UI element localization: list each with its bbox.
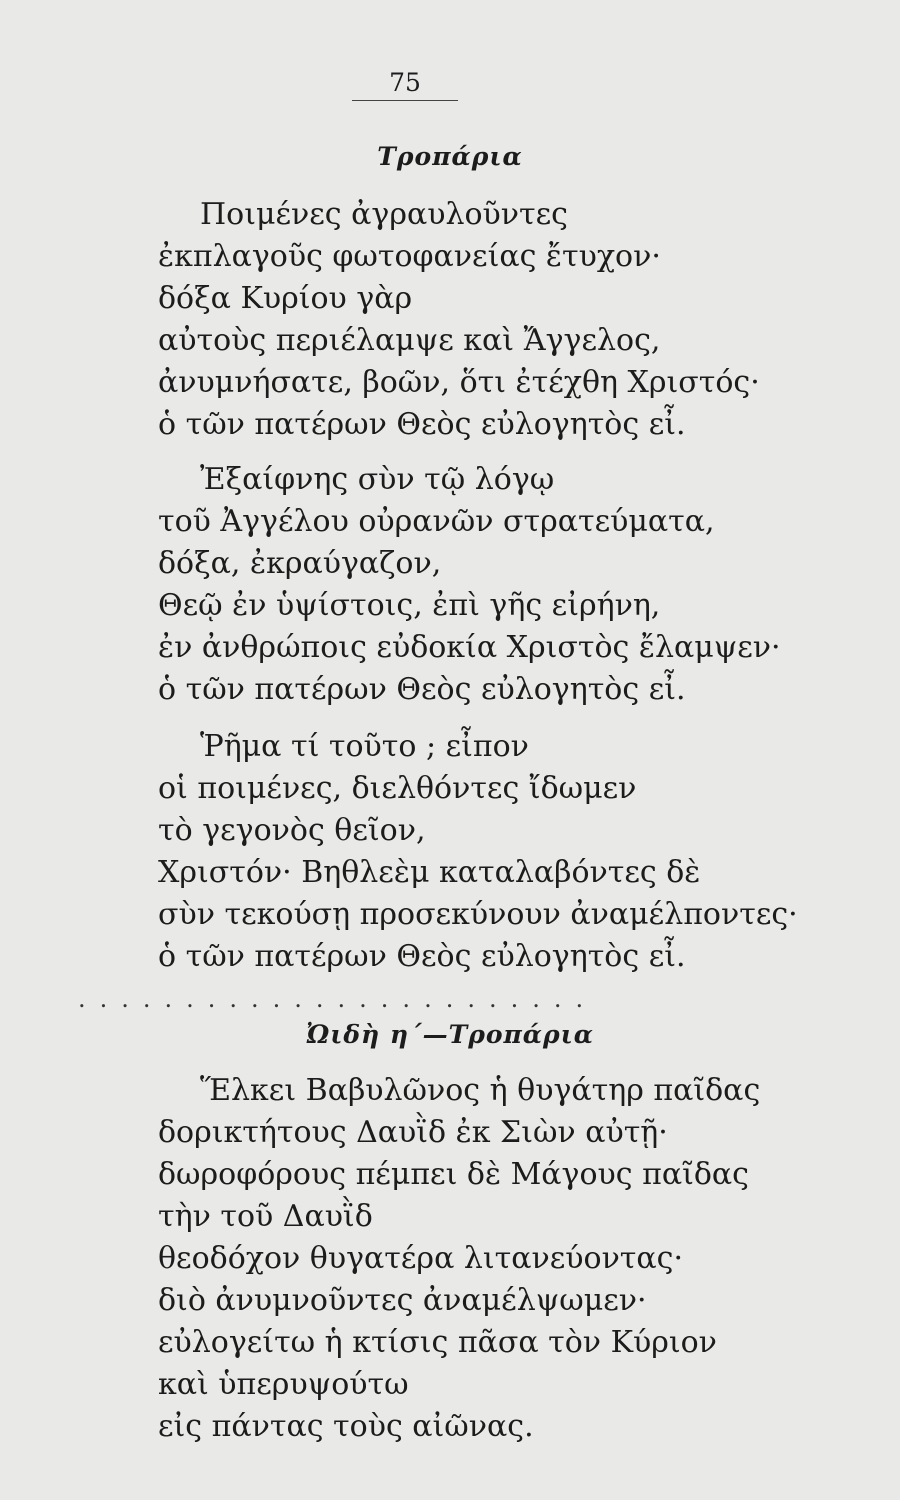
verse-line: καὶ ὑπερυψούτω (158, 1367, 409, 1402)
verse-line: σὺν τεκούσῃ προσεκύνουν ἀναμέλποντες· (158, 897, 798, 932)
verse-line: ὁ τῶν πατέρων Θεὸς εὐλογητὸς εἶ. (158, 672, 686, 707)
verse-line: εἰς πάντας τοὺς αἰῶνας. (158, 1409, 534, 1444)
page-number: 75 (389, 68, 421, 97)
verse-line: Ἕλκει Βαβυλῶνος ἡ θυγάτηρ παῖδας (200, 1073, 761, 1108)
verse-line: εὐλογείτω ἡ κτίσις πᾶσα τὸν Κύριον (158, 1325, 717, 1360)
verse-line: ἐν ἀνθρώποις εὐδοκία Χριστὸς ἔλαμψεν· (158, 630, 781, 665)
verse-line: δόξα, ἐκραύγαζον, (158, 546, 442, 581)
verse-line: Ἐξαίφνης σὺν τῷ λόγῳ (200, 462, 555, 497)
verse-line: Ῥῆμα τί τοῦτο ; εἶπον (200, 729, 529, 764)
verse-line: Χριστόν· Βηθλεὲμ καταλαβόντες δὲ (158, 855, 701, 890)
verse-line: δόξα Κυρίου γὰρ (158, 281, 413, 316)
verse-line: τὴν τοῦ Δαυῒδ (158, 1199, 373, 1234)
verse-line: Θεῷ ἐν ὑψίστοις, ἐπὶ γῆς εἰρήνη, (158, 588, 661, 623)
verse-line: οἱ ποιμένες, διελθόντες ἴδωμεν (158, 771, 637, 806)
verse-line: ἀνυμνήσατε, βοῶν, ὅτι ἐτέχθη Χριστός· (158, 365, 760, 400)
section-heading-ode-8: Ὠιδὴ η΄—Τροπάρια (305, 1020, 594, 1049)
separator-dots: ........................ (78, 985, 598, 1013)
section-heading-troparia: Τροπάρια (377, 142, 523, 171)
verse-line: ὁ τῶν πατέρων Θεὸς εὐλογητὸς εἶ. (158, 939, 686, 974)
verse-line: δορικτήτους Δαυῒδ ἐκ Σιὼν αὐτῇ· (158, 1115, 668, 1150)
verse-line: ἐκπλαγοῦς φωτοφανείας ἔτυχον· (158, 239, 661, 274)
verse-line: δωροφόρους πέμπει δὲ Μάγους παῖδας (158, 1157, 749, 1192)
verse-line: θεοδόχον θυγατέρα λιτανεύοντας· (158, 1241, 683, 1276)
page-number-rule (352, 100, 458, 101)
verse-line: ὁ τῶν πατέρων Θεὸς εὐλογητὸς εἶ. (158, 407, 686, 442)
verse-line: τοῦ Ἀγγέλου οὐρανῶν στρατεύματα, (158, 504, 715, 539)
verse-line: διὸ ἀνυμνοῦντες ἀναμέλψωμεν· (158, 1283, 647, 1318)
verse-line: αὐτοὺς περιέλαμψε καὶ Ἄγγελος, (158, 323, 661, 358)
verse-line: Ποιμένες ἀγραυλοῦντες (200, 197, 568, 232)
verse-line: τὸ γεγονὸς θεῖον, (158, 813, 426, 848)
